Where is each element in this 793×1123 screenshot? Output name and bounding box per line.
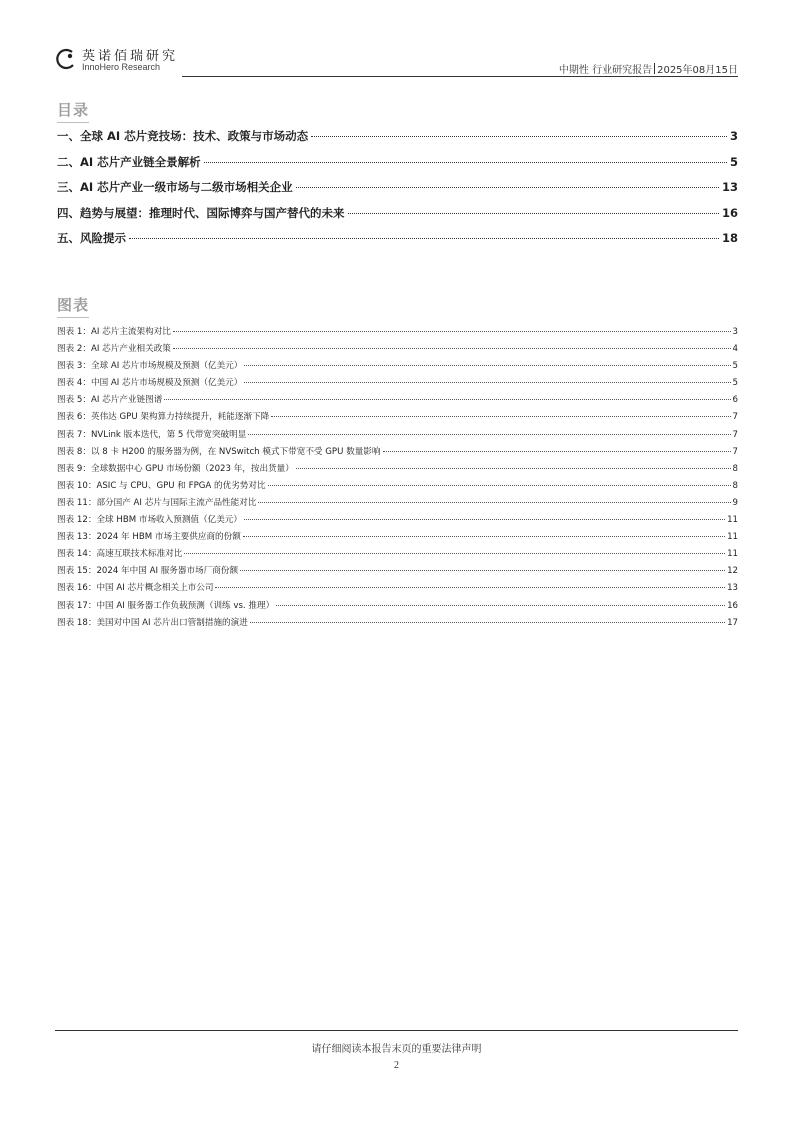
figure-entry-label: 图表 11：部分国产 AI 芯片与国际主流产品性能对比 [57, 497, 257, 508]
figure-entry[interactable] [57, 479, 738, 496]
figure-entry[interactable] [57, 513, 738, 530]
dot-leader [173, 331, 731, 332]
figure-entry[interactable] [57, 462, 738, 479]
toc-entry-label: 五、风险提示 [57, 231, 126, 245]
dot-leader [244, 365, 730, 366]
dot-leader [276, 605, 725, 606]
dot-leader [296, 468, 731, 469]
figure-entry-label: 图表 13：2024 年 HBM 市场主要供应商的份额 [57, 532, 241, 543]
toc-entry[interactable] [57, 230, 738, 256]
figure-list [57, 325, 738, 633]
figure-entry[interactable] [57, 547, 738, 564]
dot-leader [240, 570, 725, 571]
toc-entry-page: 18 [721, 231, 738, 245]
figure-entry-label: 图表 5：AI 芯片产业链图谱 [57, 395, 163, 406]
dot-leader [250, 622, 725, 623]
figure-entry-page: 13 [727, 583, 738, 594]
figure-entry[interactable] [57, 359, 738, 376]
dot-leader [311, 136, 727, 137]
figure-entry-page: 11 [727, 549, 738, 560]
figure-entry[interactable] [57, 376, 738, 393]
dot-leader [271, 416, 730, 417]
page-header [55, 45, 738, 81]
dot-leader [383, 451, 731, 452]
figure-entry[interactable] [57, 496, 738, 513]
figure-entry[interactable] [57, 599, 738, 616]
header-separator [654, 63, 655, 74]
brand-name-en: InnoHero Research [82, 62, 161, 72]
footer-rule [55, 1030, 738, 1031]
toc-entry-label: 四、趋势与展望：推理时代、国际博弈与国产替代的未来 [57, 205, 345, 220]
report-type: 中期性 行业研究报告 [558, 65, 653, 76]
figure-entry[interactable] [57, 428, 738, 445]
figure-entry-label: 图表 2：AI 芯片产业相关政策 [57, 344, 171, 355]
toc-heading: 目录 [57, 101, 90, 119]
toc-entry[interactable] [57, 128, 738, 154]
toc-entry-label: 三、AI 芯片产业一级市场与二级市场相关企业 [57, 180, 293, 194]
figure-entry-page: 12 [727, 566, 738, 577]
figure-entry-label: 图表 6：英伟达 GPU 架构算力持续提升，耗能逐渐下降 [57, 412, 270, 423]
figure-entry-page: 3 [732, 327, 738, 337]
figure-entry[interactable] [57, 445, 738, 462]
dot-leader [173, 348, 731, 349]
figure-entry[interactable] [57, 581, 738, 598]
figure-entry[interactable] [57, 564, 738, 581]
figure-entry-page: 16 [727, 600, 738, 611]
toc-entry-page: 16 [721, 205, 738, 220]
figure-entry-label: 图表 15：2024 年中国 AI 服务器市场厂商份额 [57, 566, 239, 577]
brand-mark-icon [55, 48, 77, 70]
report-date: 2025年08月15日 [657, 65, 738, 76]
toc-entry[interactable] [57, 205, 738, 231]
page-number: 2 [394, 1060, 399, 1071]
dot-leader [244, 519, 725, 520]
dot-leader [129, 238, 719, 239]
figures-heading: 图表 [57, 296, 90, 314]
figure-entry-page: 7 [732, 429, 738, 440]
figure-entry-page: 5 [732, 361, 738, 372]
dot-leader [348, 213, 719, 214]
figure-entry-page: 4 [732, 344, 738, 355]
toc-entry-page: 5 [729, 154, 738, 169]
figure-entry[interactable] [57, 325, 738, 342]
figure-entry[interactable] [57, 616, 738, 633]
figure-entry[interactable] [57, 393, 738, 410]
figure-entry-label: 图表 4：中国 AI 芯片市场规模及预测（亿美元） [57, 378, 243, 389]
figure-entry-page: 6 [732, 395, 738, 406]
toc-list [57, 128, 738, 256]
header-rule [182, 76, 738, 77]
figure-entry-page: 9 [732, 497, 738, 508]
figure-entry-page: 5 [732, 378, 738, 389]
dot-leader [248, 434, 730, 435]
figure-entry-page: 7 [732, 412, 738, 423]
figure-entry-label: 图表 3：全球 AI 芯片市场规模及预测（亿美元） [57, 361, 243, 372]
dot-leader [258, 502, 730, 503]
toc-entry-page: 13 [721, 180, 738, 194]
dot-leader [215, 587, 725, 588]
figure-entry[interactable] [57, 530, 738, 547]
figure-entry-label: 图表 8：以 8 卡 H200 的服务器为例，在 NVSwitch 模式下带宽不受 GPU 数量影响 [57, 446, 381, 457]
figure-entry[interactable] [57, 410, 738, 427]
figure-entry[interactable] [57, 342, 738, 359]
toc-entry-page: 3 [729, 129, 738, 143]
report-meta [559, 61, 738, 76]
figure-entry-page: 8 [732, 463, 738, 474]
figure-entry-label: 图表 1：AI 芯片主流架构对比 [57, 327, 171, 337]
dot-leader [268, 485, 731, 486]
brand-name-cn: 英诺佰瑞研究 [82, 49, 179, 64]
figure-entry-label: 图表 10：ASIC 与 CPU、GPU 和 FPGA 的优劣势对比 [57, 480, 266, 491]
footer-disclaimer: 请仔细阅读本报告末页的重要法律声明 [311, 1044, 482, 1055]
figure-entry-label: 图表 9：全球数据中心 GPU 市场份额（2023 年，按出货量） [57, 463, 294, 474]
figure-entry-label: 图表 14：高速互联技术标准对比 [57, 549, 183, 560]
figure-entry-page: 11 [727, 532, 738, 543]
brand-logo [55, 45, 195, 75]
dot-leader [164, 399, 730, 400]
figure-entry-label: 图表 7：NVLink 版本迭代，第 5 代带宽突破明显 [57, 429, 247, 440]
figure-entry-page: 17 [727, 617, 738, 628]
figure-entry-label: 图表 17：中国 AI 服务器工作负载预测（训练 vs. 推理） [57, 600, 275, 611]
figure-entry-page: 8 [732, 480, 738, 491]
figure-entry-page: 7 [732, 446, 738, 457]
dot-leader [184, 553, 725, 554]
toc-entry[interactable] [57, 154, 738, 180]
toc-entry[interactable] [57, 179, 738, 205]
toc-entry-label: 二、AI 芯片产业链全景解析 [57, 154, 201, 169]
dot-leader [244, 382, 730, 383]
dot-leader [296, 187, 719, 188]
figure-entry-label: 图表 18：美国对中国 AI 芯片出口管制措施的演进 [57, 617, 248, 628]
figure-entry-label: 图表 16：中国 AI 芯片概念相关上市公司 [57, 583, 214, 594]
toc-entry-label: 一、全球 AI 芯片竞技场：技术、政策与市场动态 [57, 129, 309, 143]
figure-entry-page: 11 [727, 515, 738, 526]
dot-leader [204, 162, 727, 163]
dot-leader [243, 536, 725, 537]
figure-entry-label: 图表 12：全球 HBM 市场收入预测值（亿美元） [57, 515, 242, 526]
